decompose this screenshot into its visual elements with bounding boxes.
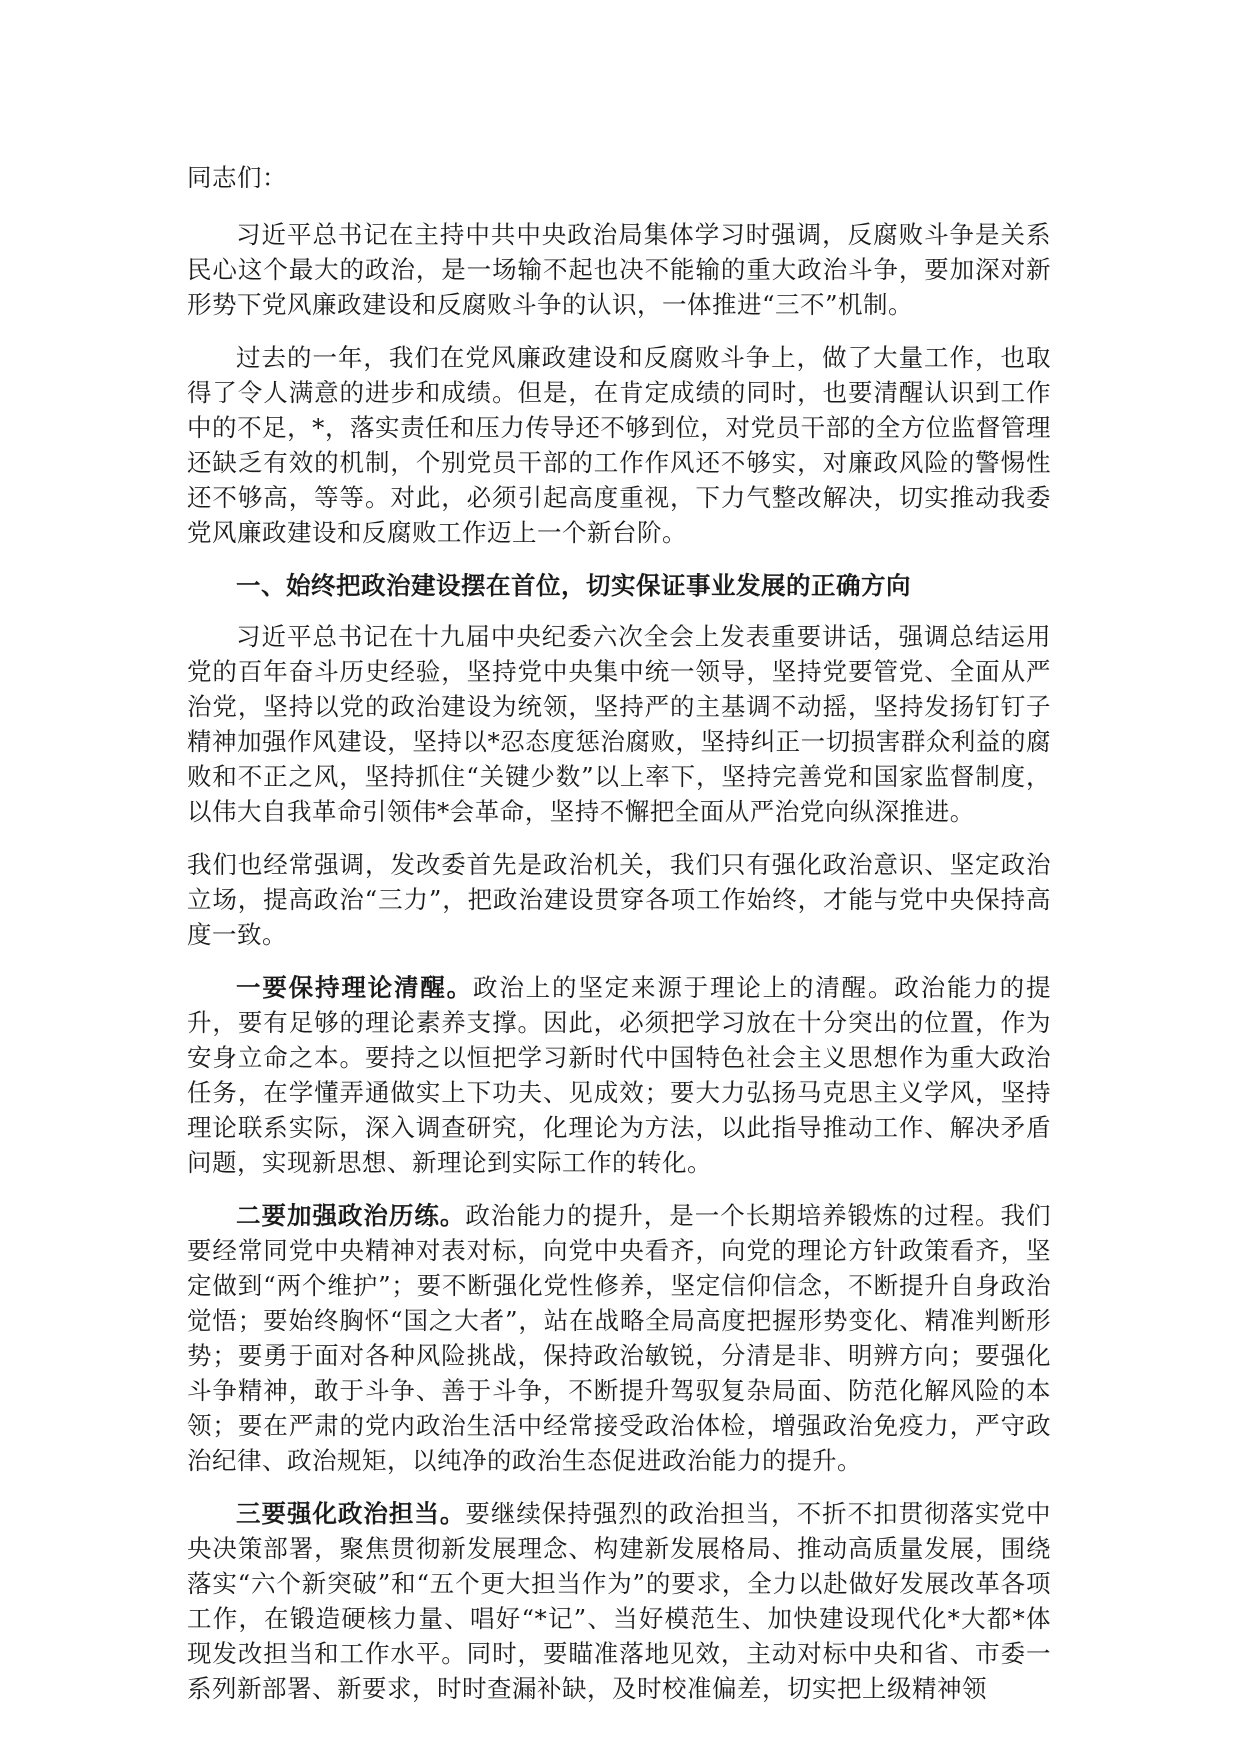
point-lead: 三要强化政治担当。 [236,1499,466,1528]
paragraph: 过去的一年，我们在党风廉政建设和反腐败斗争上，做了大量工作，也取得了令人满意的进步和成绩。但是，在肯定成绩的同时，也要清醒认识到工作中的不足，*，落实责任和压力传导还不够到位，对党员干部的全方位监督管理还缺乏有效的机制，个别党员干部的工作作风还不够实，对廉政风险的警惕性还不够高，等等。对此，必须引起高度重视，下力气整改解决，切实推动我委党风廉政建设和反腐败工作迈上一个新台阶。 [187,343,1051,547]
greeting: 同志们： [187,163,287,192]
section-heading: 一、始终把政治建设摆在首位，切实保证事业发展的正确方向 [236,571,911,600]
point-text: 政治上的坚定来源于理论上的清醒。政治能力的提升，要有足够的理论素养支撑。因此，必须把学习放在十分突出的位置，作为安身立命之本。要持之以恒把学习新时代中国特色社会主义思想作为重大政治任务，在学懂弄通做实上下功夫、见成效；要大力弘扬马克思主义学风，坚持理论联系实际，深入调查研究，化理论为方法，以此指导推动工作、解决矛盾问题，实现新思想、新理论到实际工作的转化。 [187,973,1051,1177]
point-paragraph [187,970,1051,1180]
point-text: 政治能力的提升，是一个长期培养锻炼的过程。我们要经常同党中央精神对表对标，向党中央看齐，向党的理论方针政策看齐，坚定做到“两个维护”；要不断强化党性修养，坚定信仰信念，不断提升自身政治觉悟；要始终胸怀“国之大者”，站在战略全局高度把握形势变化、精准判断形势；要勇于面对各种风险挑战，保持政治敏锐，分清是非、明辨方向；要强化斗争精神，敢于斗争、善于斗争，不断提升驾驭复杂局面、防范化解风险的本领；要在严肃的党内政治生活中经常接受政治体检，增强政治免疫力，严守政治纪律、政治规矩，以纯净的政治生态促进政治能力的提升。 [187,1201,1052,1475]
point-paragraph [187,1496,1051,1706]
section-note: 我们也经常强调，发改委首先是政治机关，我们只有强化政治意识、坚定政治立场，提高政治“三力”，把政治建设贯穿各项工作始终，才能与党中央保持高度一致。 [187,850,1051,949]
document-body [187,160,1051,1706]
point-text: 要继续保持强烈的政治担当，不折不扣贯彻落实党中央决策部署，聚焦贯彻新发展理念、构建新发展格局、推动高质量发展，围绕落实“六个新突破”和“五个更大担当作为”的要求，全力以赴做好发展改革各项工作，在锻造硬核力量、唱好“*记”、当好模范生、加快建设现代化*大都*体现发改担当和工作水平。同时，要瞄准落地见效，主动对标中央和省、市委一系列新部署、新要求，时时查漏补缺，及时校准偏差，切实把上级精神领 [187,1499,1052,1703]
section-intro: 习近平总书记在十九届中央纪委六次全会上发表重要讲话，强调总结运用党的百年奋斗历史经验，坚持党中央集中统一领导，坚持党要管党、全面从严治党，坚持以党的政治建设为统领，坚持严的主基调不动摇，坚持发扬钉钉子精神加强作风建设，坚持以*忍态度惩治腐败，坚持纠正一切损害群众利益的腐败和不正之风，坚持抓住“关键少数”以上率下，坚持完善党和国家监督制度，以伟大自我革命引领伟*会革命，坚持不懈把全面从严治党向纵深推进。 [187,622,1051,826]
point-paragraph [187,1198,1051,1478]
point-lead: 一要保持理论清醒。 [236,973,473,1002]
paragraph: 习近平总书记在主持中共中央政治局集体学习时强调，反腐败斗争是关系民心这个最大的政治，是一场输不起也决不能输的重大政治斗争，要加深对新形势下党风廉政建设和反腐败斗争的认识，一体推进“三不”机制。 [187,220,1051,319]
point-lead: 二要加强政治历练。 [236,1201,466,1230]
